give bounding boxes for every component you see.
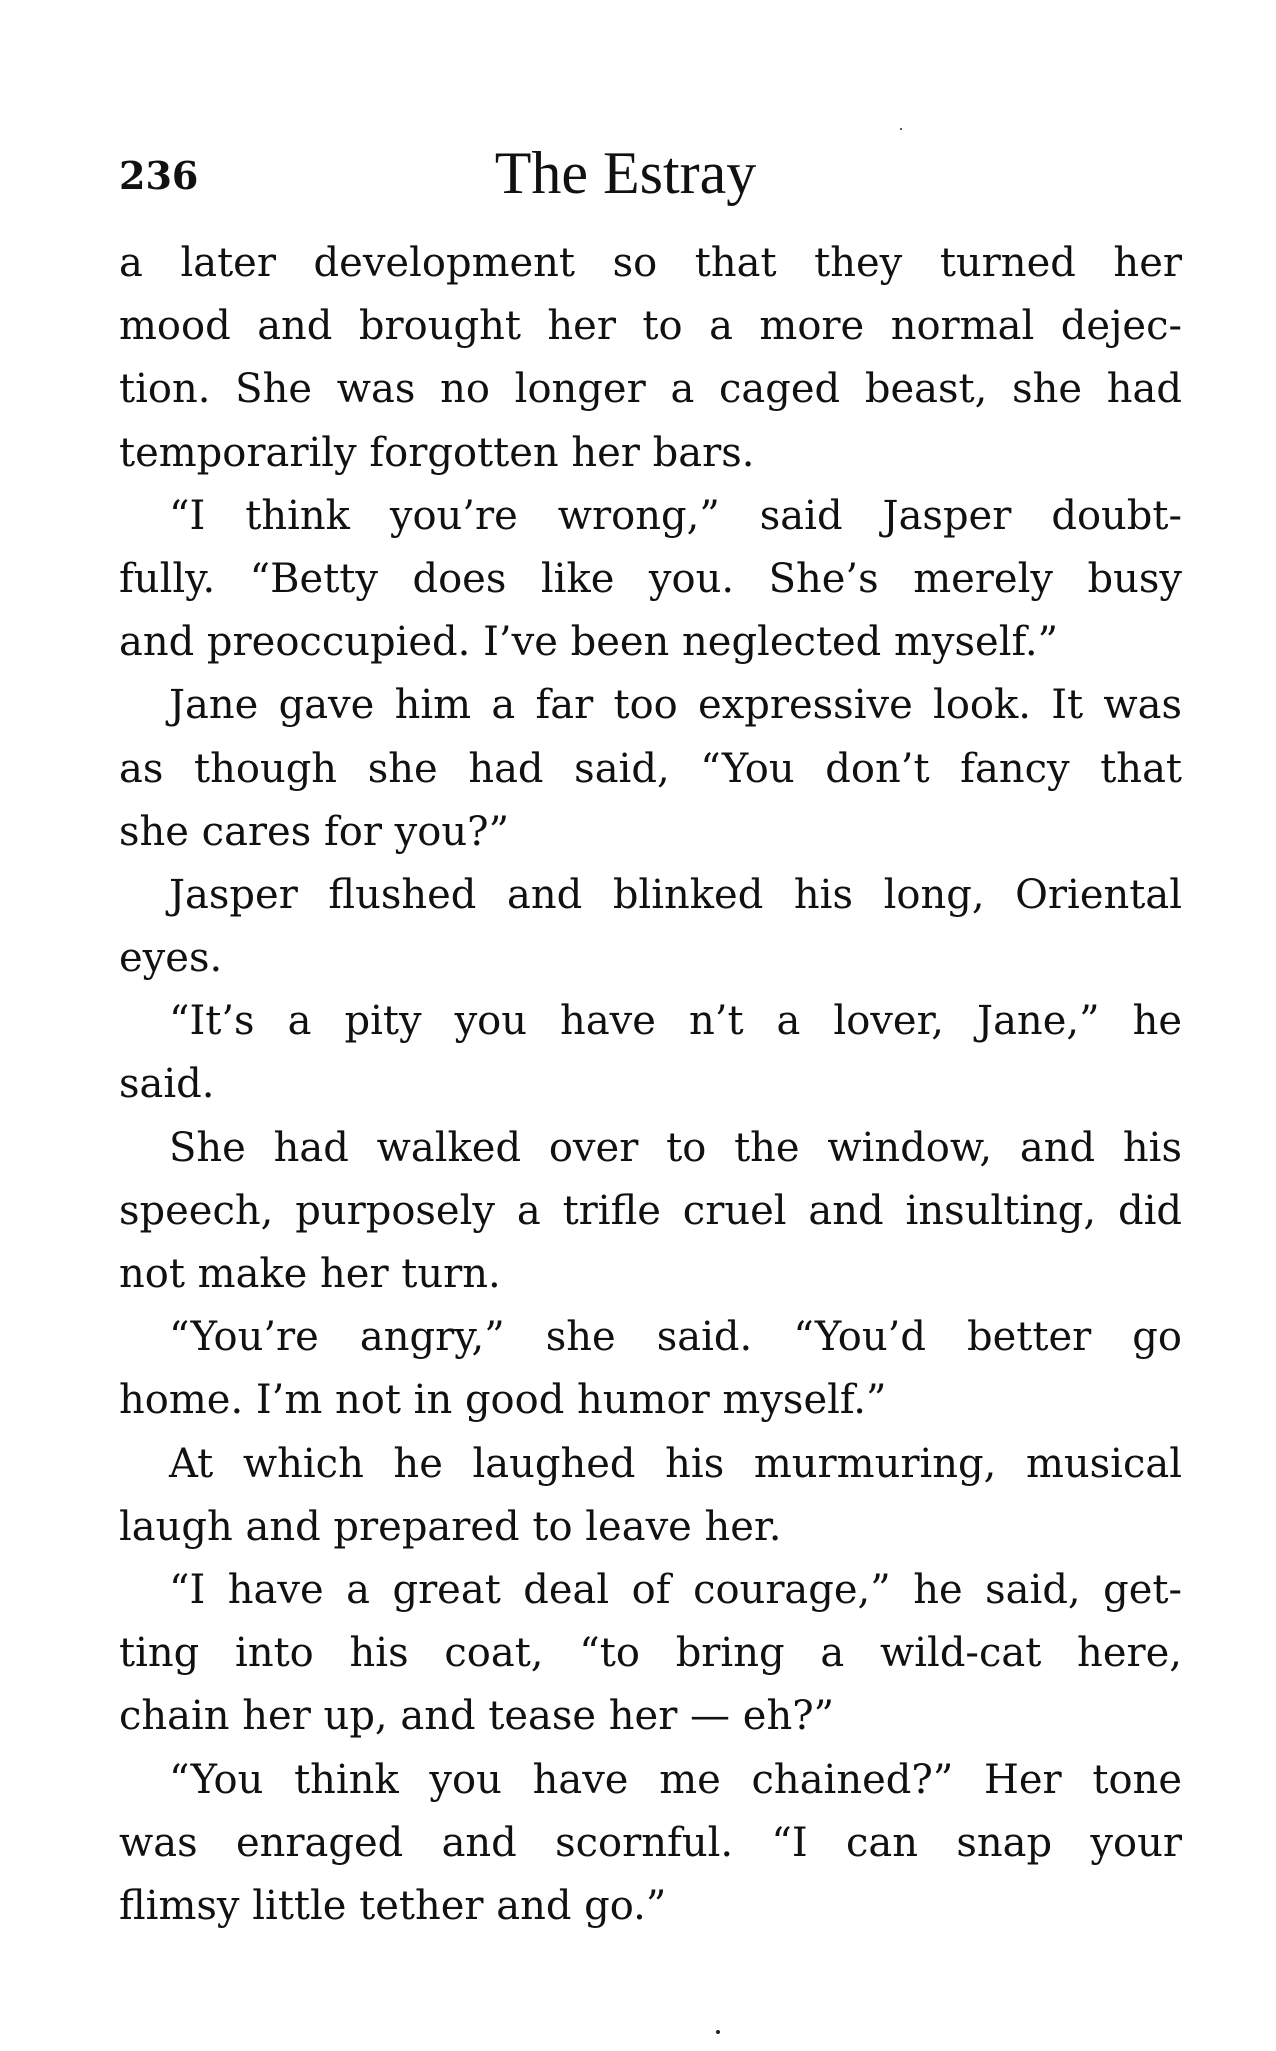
text-line: speech, purposely a trifle cruel and insulting, did <box>119 1187 1182 1234</box>
text-line: “It’s a pity you have n’t a lover, Jane,” he <box>169 998 1182 1045</box>
body-text <box>119 232 1182 1938</box>
text-line: laugh and prepared to leave her. <box>119 1503 782 1550</box>
running-title: The Estray <box>494 140 757 206</box>
text-line: home. I’m not in good humor myself.” <box>119 1377 887 1424</box>
text-line: mood and brought her to a more normal dejec- <box>119 303 1182 350</box>
text-line: ting into his coat, “to bring a wild-cat here, <box>119 1630 1182 1677</box>
text-line: was enraged and scornful. “I can snap your <box>119 1819 1182 1866</box>
text-line: as though she had said, “You don’t fancy that <box>119 745 1182 792</box>
text-line: She had walked over to the window, and his <box>169 1124 1182 1171</box>
text-line: temporarily forgotten her bars. <box>119 429 755 476</box>
text-line: not make her turn. <box>119 1251 501 1297</box>
page-number: 236 <box>119 153 199 198</box>
page-header <box>119 140 1182 210</box>
print-speck <box>716 2030 720 2034</box>
text-line: flimsy little tether and go.” <box>119 1882 667 1929</box>
text-line: eyes. <box>119 935 223 982</box>
text-line: fully. “Betty does like you. She’s merely busy <box>119 555 1182 602</box>
text-line: chain her up, and tease her — eh?” <box>119 1693 835 1740</box>
text-line: Jane gave him a far too expressive look. It was <box>169 682 1182 729</box>
text-line: Jasper flushed and blinked his long, Oriental <box>169 871 1182 918</box>
text-line: she cares for you?” <box>119 808 510 855</box>
text-line: “I think you’re wrong,” said Jasper doubt- <box>169 492 1182 539</box>
text-line: tion. She was no longer a caged beast, she had <box>119 366 1182 413</box>
text-line: At which he laughed his murmuring, musical <box>169 1440 1182 1487</box>
print-speck <box>900 128 902 130</box>
text-line: and preoccupied. I’ve been neglected myself.” <box>119 619 1059 666</box>
text-line: a later development so that they turned her <box>119 240 1182 286</box>
text-line: “You think you have me chained?” Her tone <box>169 1756 1182 1803</box>
text-line: “I have a great deal of courage,” he said, get- <box>169 1566 1182 1613</box>
text-line: “You’re angry,” she said. “You’d better go <box>169 1314 1182 1361</box>
text-line: said. <box>119 1061 215 1108</box>
text-block <box>119 232 1182 1938</box>
